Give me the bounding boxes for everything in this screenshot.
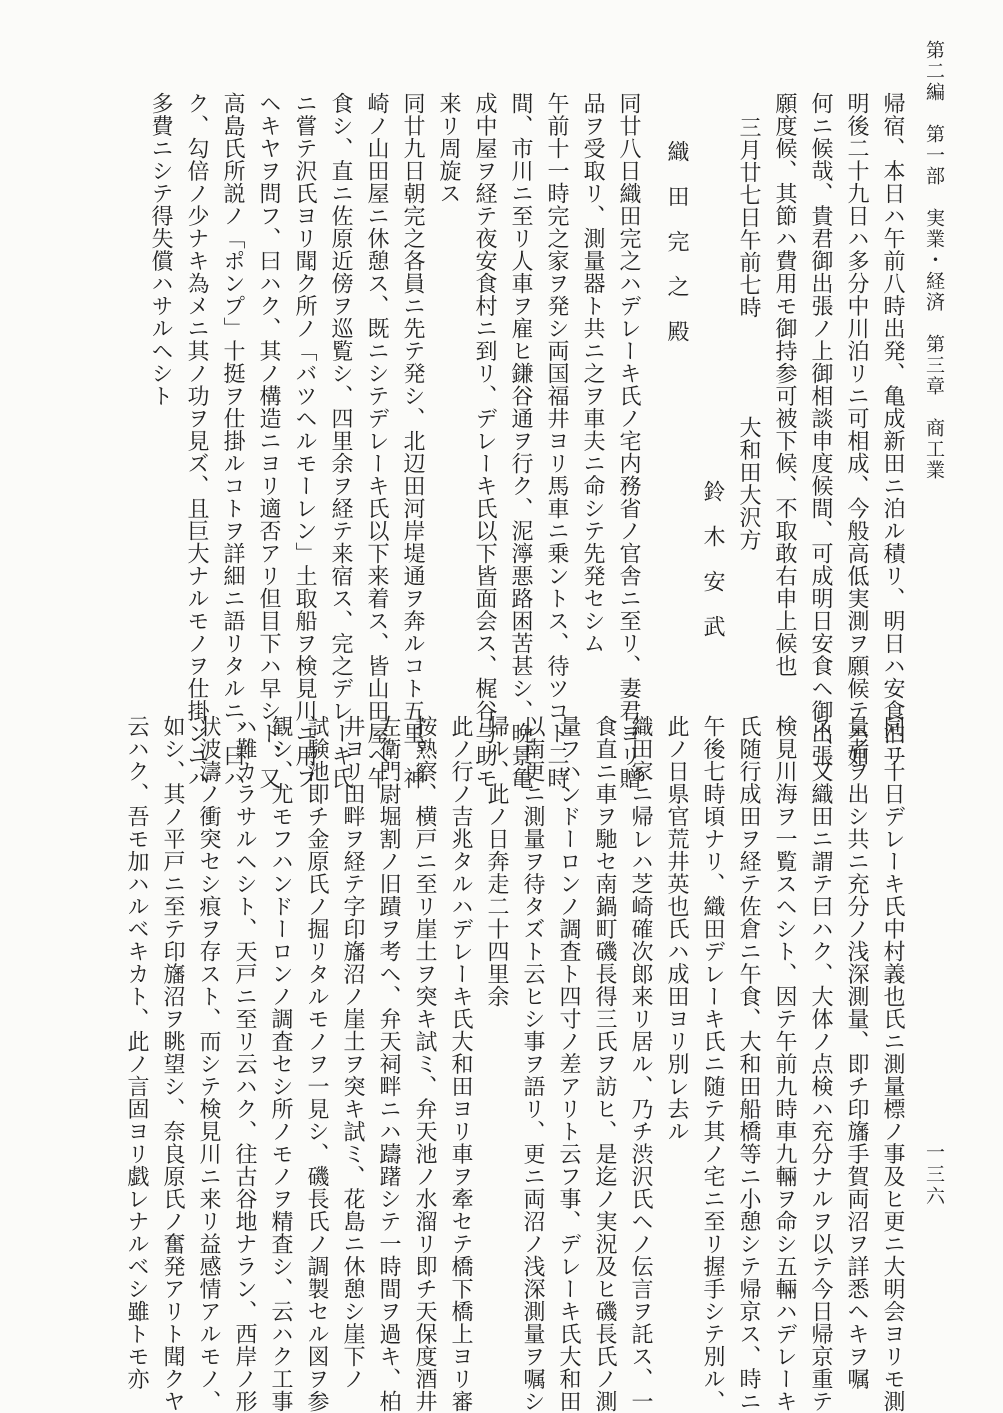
text-line: 間、市川ニ至リ人車ヲ雇ヒ鎌谷通ヲ行ク、泥濘悪路困苦甚シ、晩景亀 [508, 92, 533, 790]
text-line: 試験池即チ金原氏ノ掘リタルモノヲ一見シ、磯長氏ノ調製セル図ヲ参 [304, 715, 329, 1413]
text-line: ク、勾倍ノ少ナキ為メニ其ノ功ヲ見ズ、且巨大ナルモノヲ仕掛ンニハ [184, 92, 209, 790]
text-line: 氏随行成田ヲ経テ佐倉ニ午食、大和田船橋等ニ小憩シテ帰京ス、時ニ [736, 715, 761, 1413]
text-line: 明後二十九日ハ多分中川泊リニ可相成、今般高低実測ヲ願候テハ如 [844, 92, 869, 767]
page-number: 一三六 [923, 1142, 945, 1208]
text-line: 成中屋ヲ経テ夜安食村ニ到リ、デレーキ氏以下皆面会ス、梶谷与助モ [472, 92, 497, 790]
text-line: 午後七時頃ナリ、織田デレーキ氏ニ随テ其ノ宅ニ至リ握手シテ別ル、 [700, 715, 725, 1413]
text-line: 以南更ニ測量ヲ待タズト云ヒシ事ヲ語リ、更ニ両沼ノ浅深測量ヲ嘱シ [520, 715, 545, 1413]
running-head: 第二編 第一部 実業・経済 第三章 商工業 [923, 40, 945, 481]
text-line: 同廿八日織田完之ハデレーキ氏ノ宅内務省ノ官舎ニ至リ、妻君ヨリ贈 [616, 92, 641, 790]
text-line: 高島氏所説ノ「ポンプ」十挺ヲ仕掛ルコトヲ詳細ニ語リタルニ、曰ハ [220, 92, 245, 790]
text-line: 如シ、其ノ平戸ニ至テ印旛沼ヲ眺望シ、奈良原氏ノ奮発アリト聞クヤ [160, 715, 185, 1413]
text-line: ス、又織田ニ謂テ曰ハク、大体ノ点検ハ充分ナルヲ以テ今日帰京重テ [808, 715, 833, 1413]
text-line: 何ニ候哉、貴君御出張ノ上御相談申度候間、可成明日安食ヘ御出張 [808, 92, 833, 767]
text-line: 此ノ行ノ吉兆タルハデレーキ氏大和田ヨリ車ヲ牽セテ橋下橋上ヨリ審 [448, 715, 473, 1413]
addressee: 織 田 完 之 殿 [664, 140, 689, 343]
text-line: 按熟察、横戸ニ至リ崖土ヲ突キ試ミ、弁天池ノ水溜リ即チ天保度酒井 [412, 715, 437, 1413]
text-line: 願度候、其節ハ費用モ御持参可被下候、不取敢右申上候也 [772, 92, 797, 677]
text-line: 午前十一時完之家ヲ発シ両国福井ヨリ馬車ニ乗ントス、待ツコト二時 [544, 92, 569, 790]
text-line: 食シ、直ニ佐原近傍ヲ巡覧シ、四里余ヲ経テ来宿ス、完之デレーキ氏 [328, 92, 353, 790]
text-line: 食直ニ車ヲ馳セ南鍋町磯長得三氏ヲ訪ヒ、是迄ノ実況及ヒ磯長氏ノ測 [592, 715, 617, 1413]
text-line: 品ヲ受取リ、測量器ト共ニ之ヲ車夫ニ命シテ先発セシム [580, 92, 605, 655]
date-line: 三月廿七日午前七時 [736, 116, 761, 319]
text-line: ニ嘗テ沢氏ヨリ聞ク所ノ「バツヘルモーレン」土取船ヲ検見川ニ用フ [292, 92, 317, 790]
text-line: ヘキヤヲ問フ、曰ハク、其ノ構造ニヨリ適否アリ但目下ハ早シト、又 [256, 92, 281, 790]
text-line: 観シ、尤モフハンドーロンノ調査セシ所ノモノヲ精査シ、云ハク工事 [268, 715, 293, 1413]
text-line: 帰ル、此ノ日奔走二十四里余 [484, 715, 509, 1008]
text-line: 来リ周旋ス [436, 92, 461, 205]
text-line: 左衛門尉堀割ノ旧蹟ヲ考ヘ、弁天祠畔ニハ躊躇シテ一時間ヲ過キ、柏 [376, 715, 401, 1413]
text-line: 量フハンドーロンノ調査ト四寸ノ差アリト云フ事、デレーキ氏大和田 [556, 715, 581, 1413]
sender-name: 鈴 木 安 武 [700, 480, 725, 638]
text-line: 崎ノ山田屋ニ休憩ス、既ニシテデレーキ氏以下来着ス、皆山田屋ヘ午 [364, 92, 389, 790]
text-line: 帰宿、本日ハ午前八時出発、亀成新田ニ泊ル積リ、明日ハ安食泊リ [880, 92, 905, 767]
text-line: ハ難カラサルヘシト、天戸ニ至リ云ハク、往古谷地ナラン、西岸ノ形 [232, 715, 257, 1413]
text-line: 検見川海ヲ一覧スヘシト、因テ午前九時車九輛ヲ命シ五輛ハデレーキ [772, 715, 797, 1413]
text-line: 同三十日デレーキ氏中村義也氏ニ測量標ノ事及ヒ更ニ大明会ヨリモ測 [880, 715, 905, 1413]
text-line: 同廿九日朝完之各員ニ先テ発シ、北辺田河岸堤通ヲ奔ルコト五里、神 [400, 92, 425, 790]
text-line: 云ハク、吾モ加ハルベキカト、此ノ言固ヨリ戯レナルベシ雖トモ亦 [124, 715, 149, 1390]
sender-address: 大和田大沢方 [736, 416, 761, 551]
text-line: 織田家ニ帰レハ芝崎確次郎来リ居ル、乃チ渋沢氏ヘノ伝言ヲ託ス、一 [628, 715, 653, 1413]
text-line: 此ノ日県官荒井英也氏ハ成田ヨリ別レ去ル [664, 715, 689, 1143]
text-line: 状波濤ノ衝突セシ痕ヲ存スト、而シテ検見川ニ来リ益感情アルモノ、 [196, 715, 221, 1413]
text-line: 量者ヲ出シ共ニ充分ノ浅深測量、即チ印旛手賀両沼ヲ詳悉ヘキヲ嘱 [844, 715, 869, 1390]
text-line: 井ヨリ田畔ヲ経テ字印旛沼ノ崖土ヲ突キ試ミ、花島ニ休憩シ崖下ノ [340, 715, 365, 1390]
text-line: 多費ニシテ得失償ハサルヘシト [148, 92, 173, 407]
